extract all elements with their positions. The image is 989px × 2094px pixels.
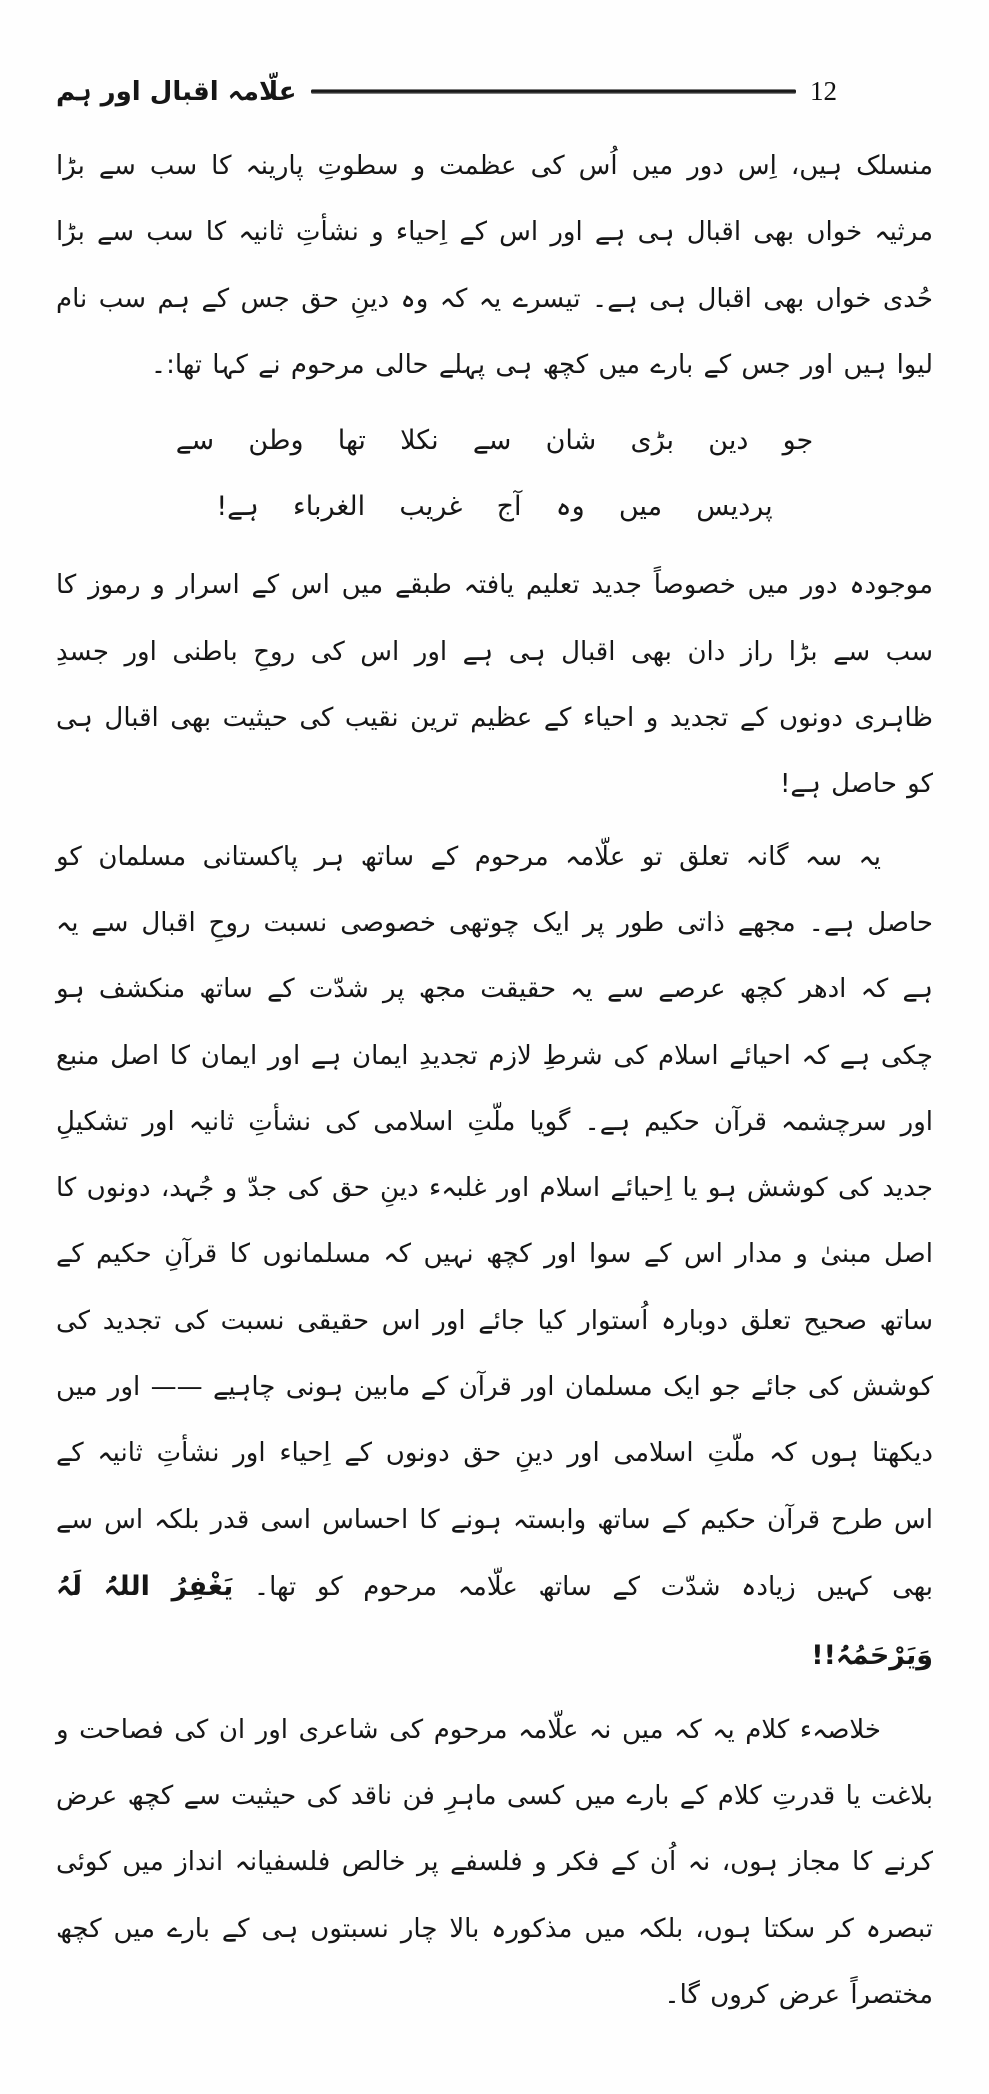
paragraph-conclusion: خلاصہء کلام یہ کہ میں نہ علّامہ مرحوم کی شاعری اور ان کی فصاحت و بلاغت یا قدرتِ کلام کے بارے میں کسی ماہرِ فن ناقد کی حیثیت سے کچھ عرض کرنے کا مجاز ہوں، نہ اُن کے فکر و فلسفے پر خالص فلسفیانہ انداز میں کوئی تبصرہ کر سکتا ہوں، بلکہ میں مذکورہ بالا چار نسبتوں ہی کے بارے میں کچھ مختصراً عرض کروں گا۔ [56, 1714, 933, 2010]
verse-couplet [56, 408, 933, 540]
paragraph-relation [56, 824, 933, 1691]
verse-line-1: جو دین بڑی شان سے نکلا تھا وطن سے [175, 425, 814, 457]
page-number: 12 [810, 76, 837, 106]
header-rule [311, 89, 796, 94]
header-title: علّامہ اقبال اور ہم [56, 76, 297, 107]
paragraph-modern-era: موجودہ دور میں خصوصاً جدید تعلیم یافتہ طبقے میں اس کے اسرار و رموز کا سب سے بڑا راز دان بھی اقبال ہی ہے اور اس کی روحِ باطنی اور جسدِ ظاہری دونوں کے تجدید و احیاء کے عظیم ترین نقیب کی حیثیت بھی اقبال ہی کو حاصل ہے! [56, 570, 933, 800]
paragraph-intro: منسلک ہیں، اِس دور میں اُس کی عظمت و سطوتِ پارینہ کا سب سے بڑا مرثیہ خواں بھی اقبال ہی ہے اور اس کے اِحیاء و نشأتِ ثانیہ کا سب سے بڑا حُدی خواں بھی اقبال ہی ہے۔ تیسرے یہ کہ وہ دینِ حق جس کے ہم سب نام لیوا ہیں اور جس کے بارے میں کچھ ہی پہلے حالی مرحوم نے کہا تھا:۔ [56, 151, 933, 380]
paragraph-relation-text: یہ سہ گانہ تعلق تو علّامہ مرحوم کے ساتھ ہر پاکستانی مسلمان کو حاصل ہے۔ مجھے ذاتی طور پر ایک چوتھی خصوصی نسبت روحِ اقبال سے یہ ہے کہ ادھر کچھ عرصے سے یہ حقیقت مجھ پر شدّت کے ساتھ منکشف ہو چکی ہے کہ احیائے اسلام کی شرطِ لازم تجدیدِ ایمان ہے اور ایمان کا اصل منبع اور سرچشمہ قرآن حکیم ہے۔ گویا ملّتِ اسلامی کی نشأتِ ثانیہ اور تشکیلِ جدید کی کوشش ہو یا اِحیائے اسلام اور غلبہء دینِ حق کی جدّ و جُہد، دونوں کا اصل مبنیٰ و مدار اس کے سوا اور کچھ نہیں کہ مسلمانوں کا قرآنِ حکیم کے ساتھ صحیح تعلق دوبارہ اُستوار کیا جائے اور اس حقیقی نسبت کی تجدید کی کوشش کی جائے جو ایک مسلمان اور قرآن کے مابین ہونی چاہیے —— اور میں دیکھتا ہوں کہ ملّتِ اسلامی اور دینِ حق دونوں کے اِحیاء اور نشأتِ ثانیہ کے اس طرح قرآن حکیم کے ساتھ وابستہ ہونے کا احساس اسی قدر بلکہ اس سے بھی کہیں زیادہ شدّت کے ساتھ علّامہ مرحوم کو تھا۔ [56, 841, 933, 1602]
page-body [56, 133, 933, 2028]
arabic-dua: یَغْفِرُ اللہُ لَہُ وَیَرْحَمُہُ!! [56, 1570, 933, 1671]
verse-line-2: پردیس میں وہ آج غریب الغرباء ہے! [216, 491, 773, 523]
page-header [56, 76, 933, 107]
